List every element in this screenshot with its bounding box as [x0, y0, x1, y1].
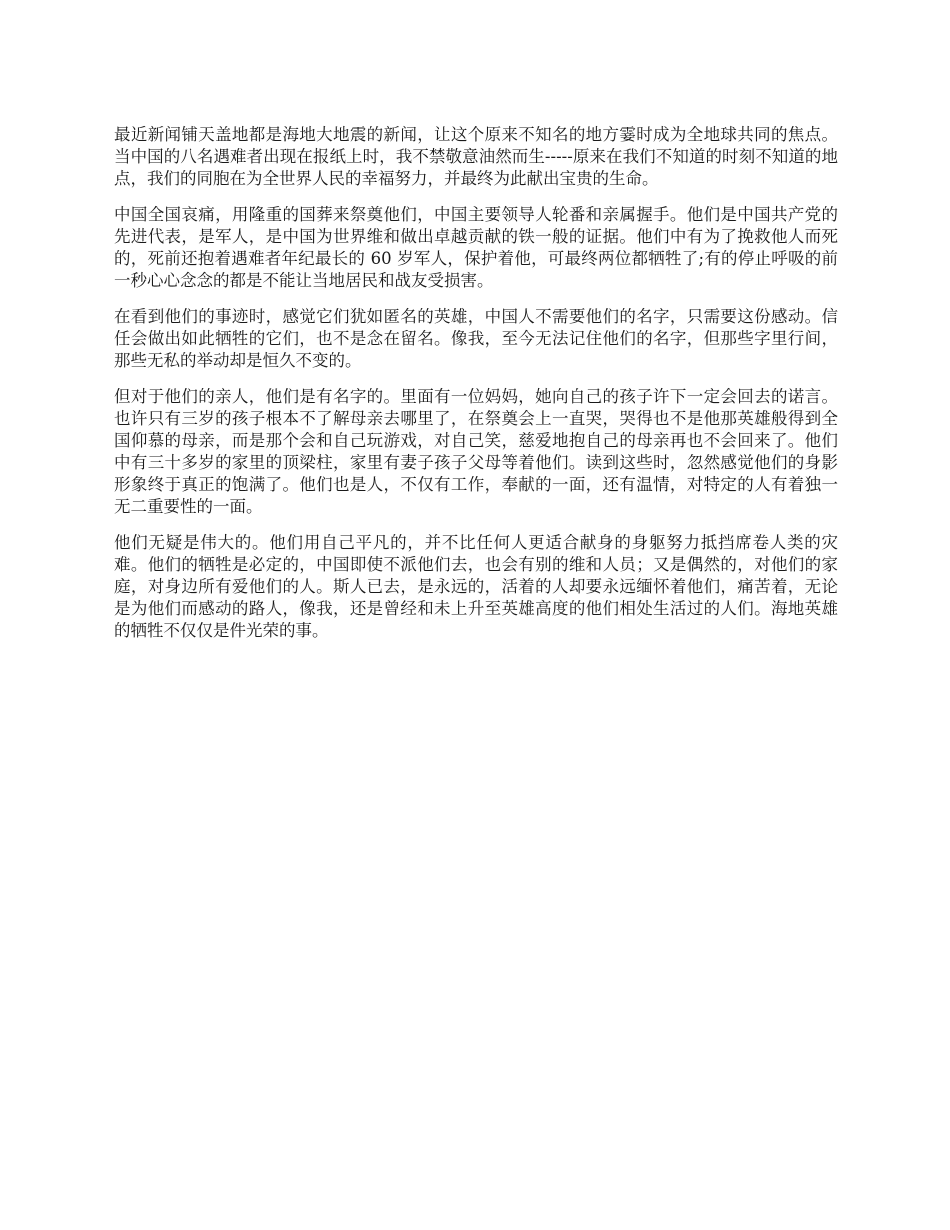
- paragraph-4: 但对于他们的亲人，他们是有名字的。里面有一位妈妈，她向自己的孩子许下一定会回去的诺言。也许只有三岁的孩子根本不了解母亲去哪里了，在祭奠会上一直哭，哭得也不是他那英雄般得到全国仰慕的母亲，而是那个会和自己玩游戏，对自己笑，慈爱地抱自己的母亲再也不会回来了。他们中有三十多岁的家里的顶梁柱，家里有妻子孩子父母等着他们。读到这些时，忽然感觉他们的身影形象终于真正的饱满了。他们也是人，不仅有工作，奉献的一面，还有温情，对特定的人有着独一无二重要性的一面。: [114, 387, 838, 516]
- paragraph-1: 最近新闻铺天盖地都是海地大地震的新闻，让这个原来不知名的地方霎时成为全地球共同的焦点。当中国的八名遇难者出现在报纸上时，我不禁敬意油然而生-----原来在我们不知道的时刻不知道的地点，我们的同胞在为全世界人民的幸福努力，并最终为此献出宝贵的生命。: [114, 125, 838, 188]
- paragraph-2: 中国全国哀痛，用隆重的国葬来祭奠他们，中国主要领导人轮番和亲属握手。他们是中国共产党的先进代表，是军人，是中国为世界维和做出卓越贡献的铁一般的证据。他们中有为了挽救他人而死的，死前还抱着遇难者年纪最长的 60 岁军人，保护着他，可最终两位都牺牲了;有的停止呼吸的前一秒心心念念的都是不能让当地居民和战友受损害。: [114, 205, 838, 290]
- paragraph-3: 在看到他们的事迹时，感觉它们犹如匿名的英雄，中国人不需要他们的名字，只需要这份感动。信任会做出如此牺牲的它们，也不是念在留名。像我，至今无法记住他们的名字，但那些字里行间，那些无私的举动却是恒久不变的。: [114, 307, 838, 370]
- document-body: [114, 124, 838, 656]
- paragraph-5: 他们无疑是伟大的。他们用自己平凡的，并不比任何人更适合献身的身躯努力抵挡席卷人类的灾难。他们的牺牲是必定的，中国即使不派他们去，也会有别的维和人员；又是偶然的，对他们的家庭，对身边所有爱他们的人。斯人已去，是永远的，活着的人却要永远缅怀着他们，痛苦着，无论是为他们而感动的路人，像我，还是曾经和未上升至英雄高度的他们相处生活过的人们。海地英雄的牺牲不仅仅是件光荣的事。: [114, 533, 838, 640]
